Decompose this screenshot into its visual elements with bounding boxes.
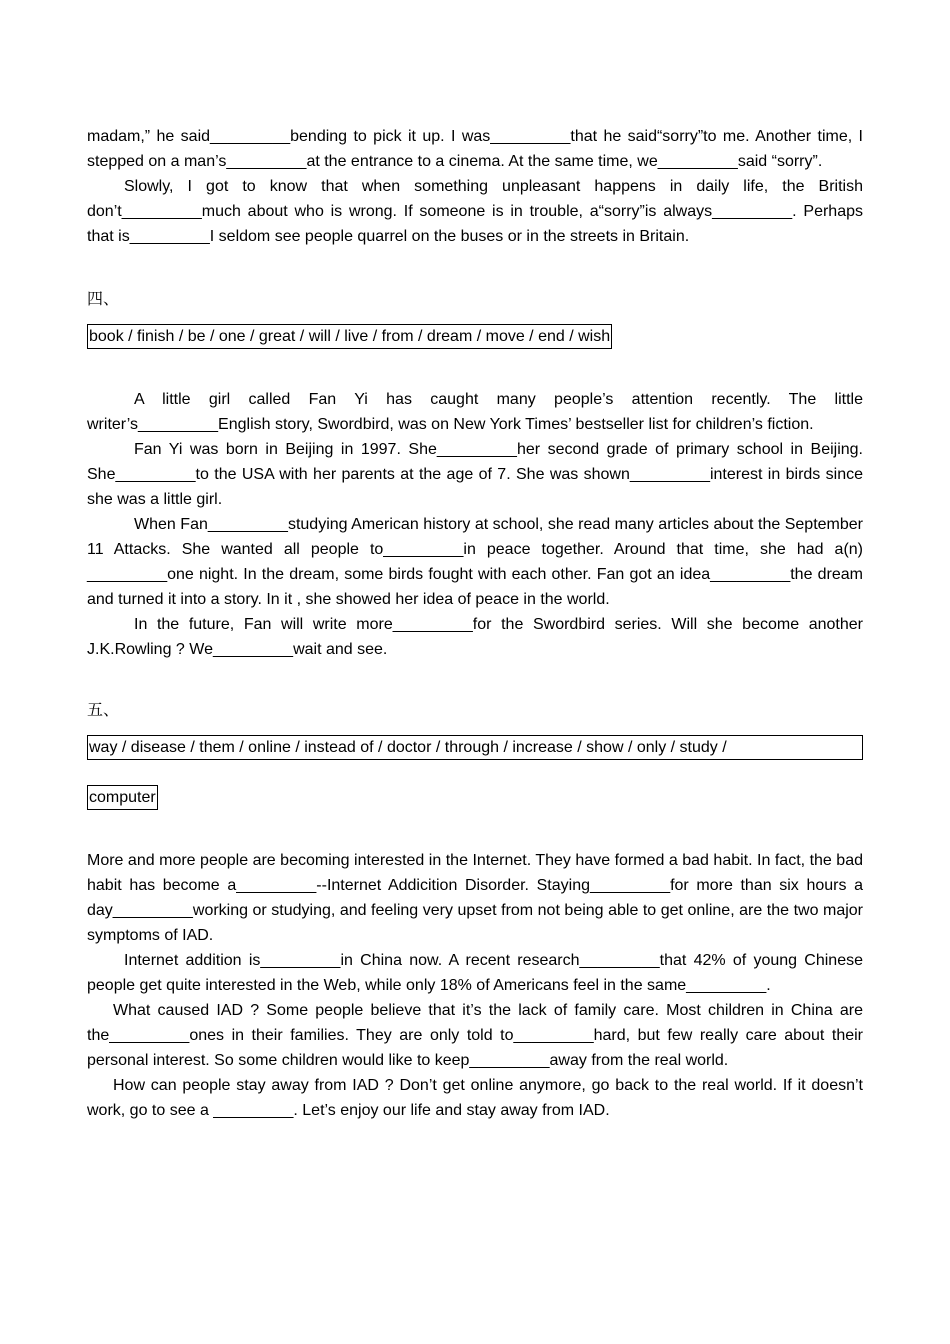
section4-heading: 四、 [87, 291, 120, 308]
section5-word-bank-line2: computer [87, 785, 158, 810]
section4-paragraph-4: In the future, Fan will write more_________for the Swordbird series. Will she become another J.K.Rowling ? We_________wait and see. [87, 616, 863, 658]
section4-word-bank: book / finish / be / one / great / will / live / from / dream / move / end / wish [87, 324, 612, 349]
section5-word-bank-line1: way / disease / them / online / instead of / doctor / through / increase / show / only / study / [87, 735, 863, 760]
document-page [87, 124, 863, 1123]
section5-paragraph-3: What caused IAD ? Some people believe that it’s the lack of family care. Most children in China are the_________ones in their families. They are only told to_________hard, but few really care about their personal interest. So some children would like to keep_________away from the real world. [87, 1002, 863, 1069]
section5-paragraph-2: Internet addition is_________in China now. A recent research_________that 42% of young Chinese people get quite interested in the Web, while only 18% of Americans feel in the same_________. [87, 952, 863, 994]
section3-paragraph-2: Slowly, I got to know that when something unpleasant happens in daily life, the British don’t_________much about who is wrong. If someone is in trouble, a“sorry”is always_________. Perhaps that is_________I seldom see people quarrel on the buses or in the streets in Britain. [87, 178, 863, 245]
section3-paragraph-1: madam,” he said_________bending to pick it up. I was_________that he said“sorry”to me. Another time, I stepped on a man’s_________at the entrance to a cinema. At the same time, we_________said “sorry”. [87, 128, 863, 170]
section4-paragraph-3: When Fan_________studying American history at school, she read many articles about the September 11 Attacks. She wanted all people to_________in peace together. Around that time, she had a(n) _________one night. In the dream, some birds fought with each other. Fan got an idea_________the dream and turned it into a story. In it , she showed her idea of peace in the world. [87, 516, 863, 608]
section5-paragraph-1: More and more people are becoming interested in the Internet. They have formed a bad habit. In fact, the bad habit has become a_________--Internet Addicition Disorder. Staying_________for more than six hours a day_________working or studying, and feeling very upset from not being able to get online, are the two major symptoms of IAD. [87, 852, 863, 944]
section4-paragraph-2: Fan Yi was born in Beijing in 1997. She_________her second grade of primary school in Beijing. She_________to the USA with her parents at the age of 7. She was shown_________interest in birds since she was a little girl. [87, 441, 863, 508]
section4-paragraph-1: A little girl called Fan Yi has caught many people’s attention recently. The little writer’s_________English story, Swordbird, was on New York Times’ bestseller list for children’s fiction. [87, 391, 863, 433]
section5-paragraph-4: How can people stay away from IAD ? Don’t get online anymore, go back to the real world. If it doesn’t work, go to see a _________. Let’s enjoy our life and stay away from IAD. [87, 1077, 863, 1119]
section5-heading: 五、 [87, 702, 120, 719]
